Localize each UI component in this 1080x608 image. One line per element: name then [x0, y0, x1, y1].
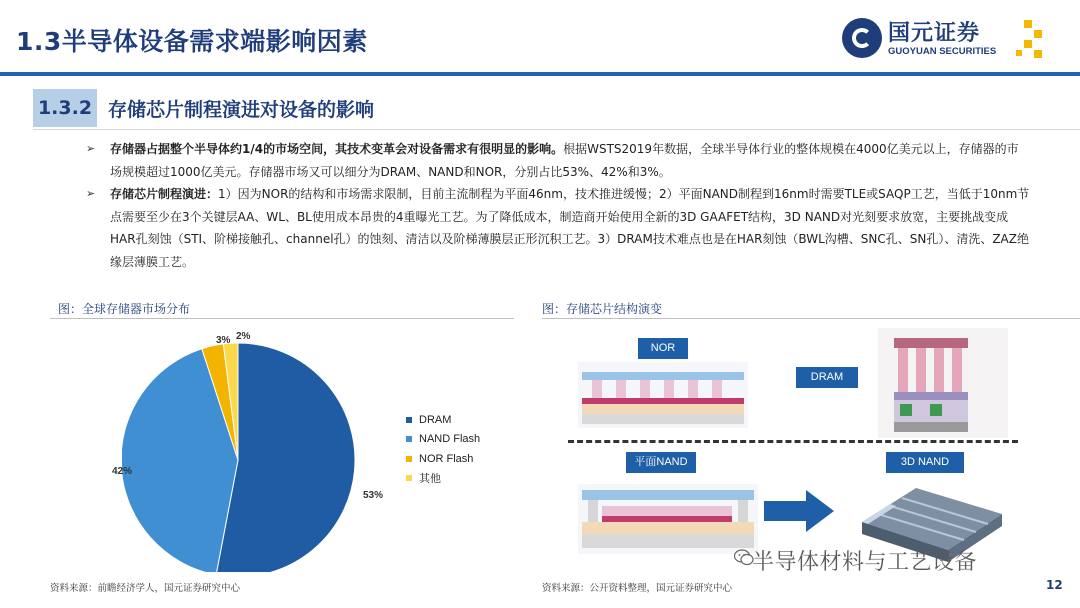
arrow-bullet-icon: ➢ — [86, 187, 96, 201]
3d-nand-tag: 3D NAND — [886, 452, 964, 473]
bullet-lead: 存储芯片制程演进： — [110, 187, 219, 202]
page-number: 12 — [1046, 578, 1063, 592]
legend-swatch — [406, 436, 412, 442]
section-rule — [33, 129, 1080, 130]
pie-value-label-dram: 53% — [363, 490, 384, 501]
dashed-divider — [568, 440, 1018, 443]
legend-label: NAND Flash — [419, 433, 481, 446]
watermark-text: 半导体材料与工艺设备 — [752, 550, 978, 575]
logo-name-en: GUOYUAN SECURITIES — [888, 46, 997, 57]
legend-swatch — [406, 456, 412, 462]
wechat-icon — [734, 549, 754, 566]
dram-tag: DRAM — [796, 367, 858, 388]
bullet-item — [86, 183, 1030, 273]
bullet-list — [86, 138, 1030, 274]
figure-caption-left: 图：全球存储器市场分布 — [58, 302, 191, 316]
legend-swatch — [406, 417, 412, 423]
logo-name-cn: 国元证券 — [888, 21, 981, 46]
source-note-left: 资料来源：前瞻经济学人，国元证券研究中心 — [50, 583, 241, 594]
right-arrow-icon — [764, 490, 834, 532]
logo-square-icon — [1024, 20, 1032, 28]
pie-value-label-nor: 3% — [216, 335, 231, 346]
logo-square-icon — [1024, 40, 1032, 48]
nor-tag: NOR — [638, 338, 688, 359]
pie-value-label-nand: 42% — [112, 466, 133, 477]
bullet-text: 根据WSTS2019年数据，全球半导体行业的整体规模在4000亿美元以上，存储器的市场规模超过1000亿美元。存储器市场又可以细分为DRAM、NAND和NOR，分别占比53%、42%和3%。 — [110, 142, 1019, 179]
section-number: 1.3.2 — [33, 89, 97, 127]
slide-title: 1.3半导体设备需求端影响因素 — [16, 27, 368, 56]
nor-cross-section-image — [578, 362, 748, 428]
logo-square-icon — [1034, 50, 1042, 58]
source-note-right: 资料来源：公开资料整理，国元证券研究中心 — [542, 583, 733, 594]
legend-item — [406, 430, 480, 450]
structure-evolution-figure — [568, 322, 1018, 572]
bullet-text: 1）因为NOR的结构和市场需求限制，目前主流制程为平面46nm，技术推进缓慢；2）平面NAND制程到16nm时需要TLE或SAQP工艺，当低于10nm节点需要至少在3个关键层AA、WL、BL使用成本昂贵的4重曝光工艺。为了降低成本，制造商开始使用全新的3D GAAFET结构，3D NAND对光刻要求放宽，主要挑战变成HAR孔刻蚀（STI、阶梯接触孔、channel孔）的蚀刻、清洁以及阶梯薄膜层正形沉积工艺。3）DRAM技术难点也是在HAR刻蚀（BWL沟槽、SNC孔、SN孔）、清洗、ZAZ绝缘层薄膜工艺。 — [110, 187, 1030, 269]
planar-nand-cross-section-image — [578, 484, 758, 554]
company-logo — [842, 16, 1072, 66]
pie-legend — [406, 410, 480, 488]
section-title: 存储芯片制程演进对设备的影响 — [108, 99, 375, 121]
dram-structure-image — [878, 328, 1008, 438]
header-rule — [0, 72, 1080, 76]
legend-label: DRAM — [419, 413, 452, 426]
planar-nand-tag: 平面NAND — [626, 452, 696, 473]
figure-caption-right: 图：存储芯片结构演变 — [542, 302, 663, 316]
arrow-bullet-icon: ➢ — [86, 142, 96, 155]
logo-square-icon — [1034, 30, 1042, 38]
figure-rule-right — [542, 318, 1080, 319]
legend-label: NOR Flash — [419, 452, 474, 465]
legend-item — [406, 469, 480, 489]
bullet-lead: 存储器占据整个半导体约1/4的市场空间，其技术变革会对设备需求有很明显的影响。 — [110, 142, 564, 156]
legend-label: 其他 — [419, 473, 441, 486]
legend-item — [406, 410, 480, 430]
logo-square-icon — [1016, 50, 1022, 56]
bullet-item — [86, 138, 1030, 183]
figure-rule-left — [50, 318, 514, 319]
legend-item — [406, 449, 480, 469]
pie-value-label-other: 2% — [236, 331, 251, 342]
legend-swatch — [406, 475, 412, 481]
logo-mark-icon — [842, 18, 882, 58]
